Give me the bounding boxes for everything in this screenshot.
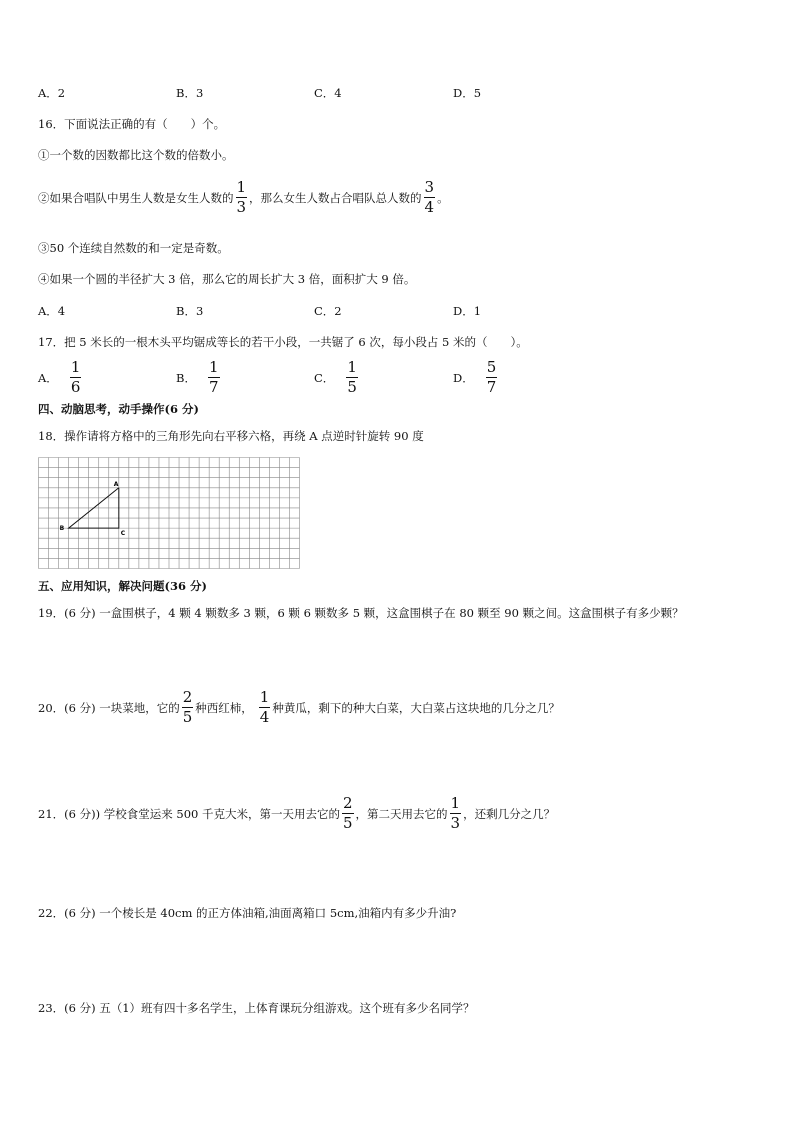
q17-option-a [38, 360, 83, 395]
q20-fraction-1 [182, 690, 194, 725]
q16-statement-2 [38, 180, 449, 215]
q21-text-a: 21．(6 分)) 学校食堂运来 500 千克大米，第一天用去它的 [38, 806, 340, 821]
q16-option-d: D．1 [453, 304, 482, 318]
q16-s2-text-a: ②如果合唱队中男生人数是女生人数的 [38, 190, 234, 205]
denominator: 3 [236, 198, 247, 216]
q16-s2-fraction-1 [236, 180, 248, 215]
option-fraction [208, 360, 220, 395]
numerator: 3 [424, 178, 435, 196]
q16-s2-text-c: 。 [437, 190, 449, 205]
numerator: 1 [70, 358, 81, 376]
numerator: 1 [208, 358, 219, 376]
q15-option-b: B．3 [176, 86, 204, 100]
q17-stem: 17．把 5 米长的一根木头平均锯成等长的若干小段，一共锯了 6 次，每小段占 5 米的（ ）。 [38, 335, 528, 349]
q21-fraction-2 [450, 796, 462, 831]
option-label: B． [176, 370, 196, 385]
q22-text: 22．(6 分) 一个棱长是 40cm 的正方体油箱,油面离箱口 5cm,油箱内有多少升油? [38, 906, 457, 920]
q18-stem: 18．操作请将方格中的三角形先向右平移六格，再绕 A 点逆时针旋转 90 度 [38, 429, 424, 443]
q16-option-c: C．2 [314, 304, 342, 318]
numerator: 1 [347, 358, 357, 376]
q19-text: 19．(6 分) 一盒围棋子，4 颗 4 颗数多 3 颗，6 颗 6 颗数多 5 颗，这盒围棋子在 80 颗至 90 颗之间。这盒围棋子有多少颗？ [38, 606, 684, 620]
denominator: 6 [70, 378, 81, 396]
q16-s2-fraction-2 [424, 180, 436, 215]
q16-statement-3: ③50 个连续自然数的和一定是奇数。 [38, 241, 229, 255]
q17-option-d [453, 360, 499, 395]
numerator: 1 [236, 178, 247, 196]
q20-text-c: 种黄瓜，剩下的种大白菜，大白菜占这块地的几分之几？ [272, 700, 560, 715]
q16-statement-1: ①一个数的因数都比这个数的倍数小。 [38, 148, 234, 162]
section-5-heading: 五、应用知识，解决问题(36 分) [38, 579, 207, 593]
q20-text-a: 20．(6 分) 一块菜地，它的 [38, 700, 180, 715]
q20-text-b: 种西红柿， [195, 700, 253, 715]
denominator: 5 [347, 378, 357, 396]
q16-statement-4: ④如果一个圆的半径扩大 3 倍，那么它的周长扩大 3 倍，面积扩大 9 倍。 [38, 272, 416, 286]
q15-option-c: C．4 [314, 86, 342, 100]
q17-option-b [176, 360, 222, 395]
q16-option-a: A．4 [38, 304, 66, 318]
numerator: 1 [450, 794, 461, 812]
option-label: A． [38, 370, 58, 385]
q21-text-b: ，第二天用去它的 [355, 806, 448, 821]
grid-lines [39, 458, 300, 569]
option-fraction [346, 360, 358, 395]
q21-text-c: ，还剩几分之几？ [463, 806, 556, 821]
denominator: 5 [182, 708, 193, 726]
denominator: 4 [259, 708, 270, 726]
numerator: 5 [486, 358, 497, 376]
option-fraction [486, 360, 498, 395]
option-label: C． [314, 370, 335, 385]
option-label: D． [453, 370, 474, 385]
q16-option-b: B．3 [176, 304, 204, 318]
q21-text [38, 796, 555, 831]
denominator: 7 [486, 378, 497, 396]
vertex-label-a: A [113, 480, 119, 488]
numerator: 2 [342, 794, 353, 812]
vertex-label-c: C [120, 530, 126, 538]
numerator: 2 [182, 688, 193, 706]
denominator: 4 [424, 198, 435, 216]
q18-grid-figure [38, 457, 300, 569]
option-fraction [70, 360, 82, 395]
q17-option-c [314, 360, 360, 395]
vertex-label-b: B [59, 525, 65, 533]
denominator: 3 [450, 814, 461, 832]
q16-stem: 16．下面说法正确的有（ ）个。 [38, 117, 226, 131]
q23-text: 23．(6 分) 五（1）班有四十多名学生，上体育课玩分组游戏。这个班有多少名同学？ [38, 1001, 475, 1015]
denominator: 7 [208, 378, 219, 396]
q21-fraction-1 [342, 796, 354, 831]
q20-text [38, 690, 560, 725]
q16-s2-text-b: ，那么女生人数占合唱队总人数的 [249, 190, 422, 205]
numerator: 1 [259, 688, 270, 706]
q15-option-a: A．2 [38, 86, 66, 100]
q20-fraction-2 [259, 690, 271, 725]
q15-option-d: D．5 [453, 86, 482, 100]
denominator: 5 [342, 814, 353, 832]
section-4-heading: 四、动脑思考，动手操作(6 分) [38, 402, 199, 416]
